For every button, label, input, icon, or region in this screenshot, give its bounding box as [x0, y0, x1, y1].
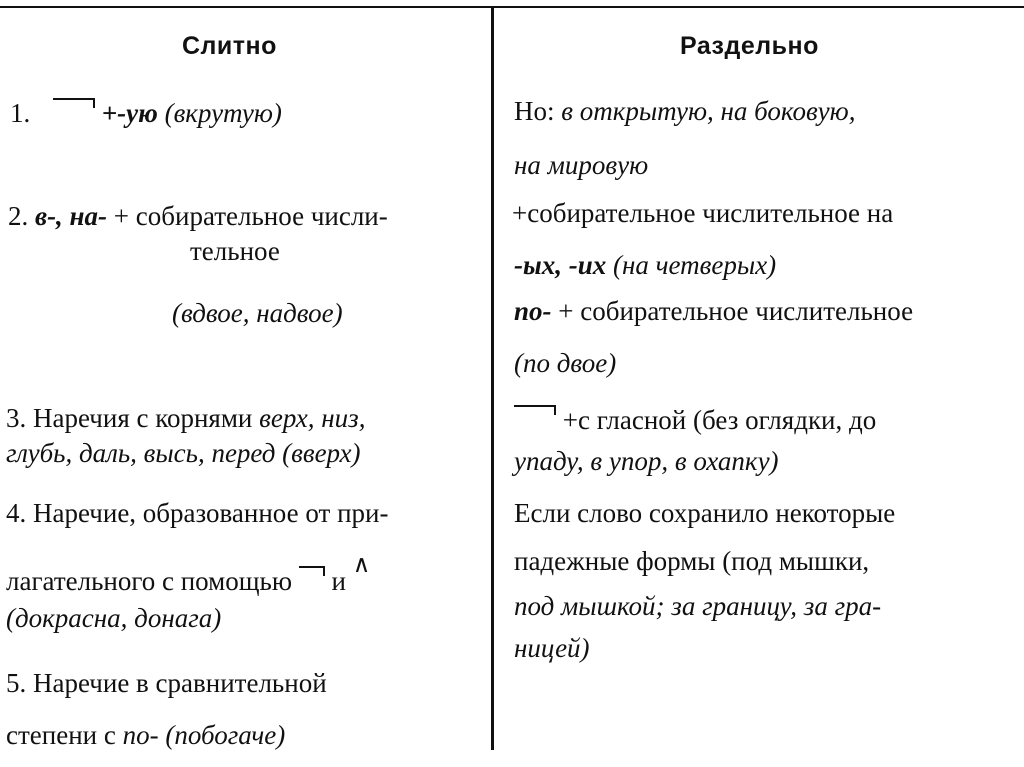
rule-5-example: (побогаче)	[165, 720, 286, 750]
table-top-border	[0, 6, 1024, 8]
rule-r3-example: (по двое)	[514, 348, 617, 378]
rule-r3-prefix: по-	[514, 296, 552, 326]
rule-r5-line-b: падежные формы (под мышки,	[514, 546, 870, 576]
rule-4-line-a: 4. Наречие, образованное от при-	[6, 498, 389, 528]
header-razdelno: Раздельно	[680, 32, 819, 60]
rule-r5-examples-d: ницей)	[514, 633, 590, 663]
rule-3-examples: глубь, даль, высь, перед (вверх)	[6, 438, 361, 468]
rule-1-example: (вкрутую)	[164, 98, 282, 128]
rule-4-text: лагательного с помощью	[6, 566, 293, 596]
rule-r5-line-c	[514, 593, 881, 620]
root-mark-icon	[53, 98, 95, 108]
rule-r4-examples: упаду, в упор, в охапку)	[514, 446, 779, 476]
rule-r5-line-a: Если слово сохранило некоторые	[514, 498, 896, 528]
rule-r4-line-a	[514, 405, 876, 434]
prefix-mark-icon	[299, 566, 325, 576]
rule-5-text: степени с	[6, 720, 123, 750]
rule-5-line-b	[6, 722, 285, 749]
exception-1-line-b	[514, 152, 648, 179]
rule-r3-example-line	[514, 350, 616, 377]
rule-r4-line-b	[514, 448, 779, 475]
rule-2-example: (вдвое, надвое)	[172, 298, 343, 328]
rule-3-text: 3. Наречия с корнями	[6, 403, 260, 433]
rule-r2-example: (на четверых)	[612, 250, 777, 280]
rule-5-prefix: по-	[122, 720, 159, 750]
exception-1-line-a	[514, 98, 855, 125]
rule-4-and: и	[331, 566, 346, 596]
rule-r2-suffix: -ых, -их	[514, 250, 607, 280]
rule-2-example-line	[172, 300, 343, 327]
header-slitno: Слитно	[182, 32, 277, 60]
rule-1-suffix: +-ую	[101, 98, 158, 128]
rule-2-text-a: + собирательное числи-	[113, 201, 388, 231]
exception-1-examples-b: на мировую	[514, 150, 649, 180]
exception-1-examples-a: в открытую, на боковую,	[561, 96, 856, 126]
prefix-mark-icon	[514, 405, 556, 415]
rule-3-line-b	[6, 440, 361, 467]
rule-r5-line-d	[514, 635, 590, 662]
rule-3-roots: верх, низ,	[259, 403, 366, 433]
rule-r5-examples-c: под мышкой; за границу, за гра-	[514, 591, 882, 621]
rule-4-line-b	[6, 552, 370, 595]
rule-2	[8, 203, 388, 230]
rule-2-prefix: в-, на-	[35, 201, 108, 231]
rule-1	[10, 98, 282, 127]
column-divider	[491, 6, 494, 750]
rule-5-line-a: 5. Наречие в сравнительной	[6, 668, 327, 698]
rule-4-example: (докрасна, донага)	[6, 603, 222, 633]
rule-2-number: 2.	[8, 201, 29, 231]
rule-r3-text: + собирательное числительное	[558, 296, 914, 326]
rule-4-line-c	[6, 605, 221, 632]
rule-r2-line-a: +собирательное числительное на	[512, 198, 894, 228]
suffix-mark-icon: ∧	[352, 550, 371, 578]
rule-r2-line-b	[514, 252, 776, 279]
rule-2-text-b: тельное	[190, 236, 280, 266]
rule-3-line-a	[6, 405, 365, 432]
rule-1-number: 1.	[10, 98, 31, 128]
rule-r3-line	[514, 298, 913, 325]
exception-1-label: Но:	[514, 96, 562, 126]
rule-r4-text: +с гласной (без оглядки, до	[562, 405, 877, 435]
